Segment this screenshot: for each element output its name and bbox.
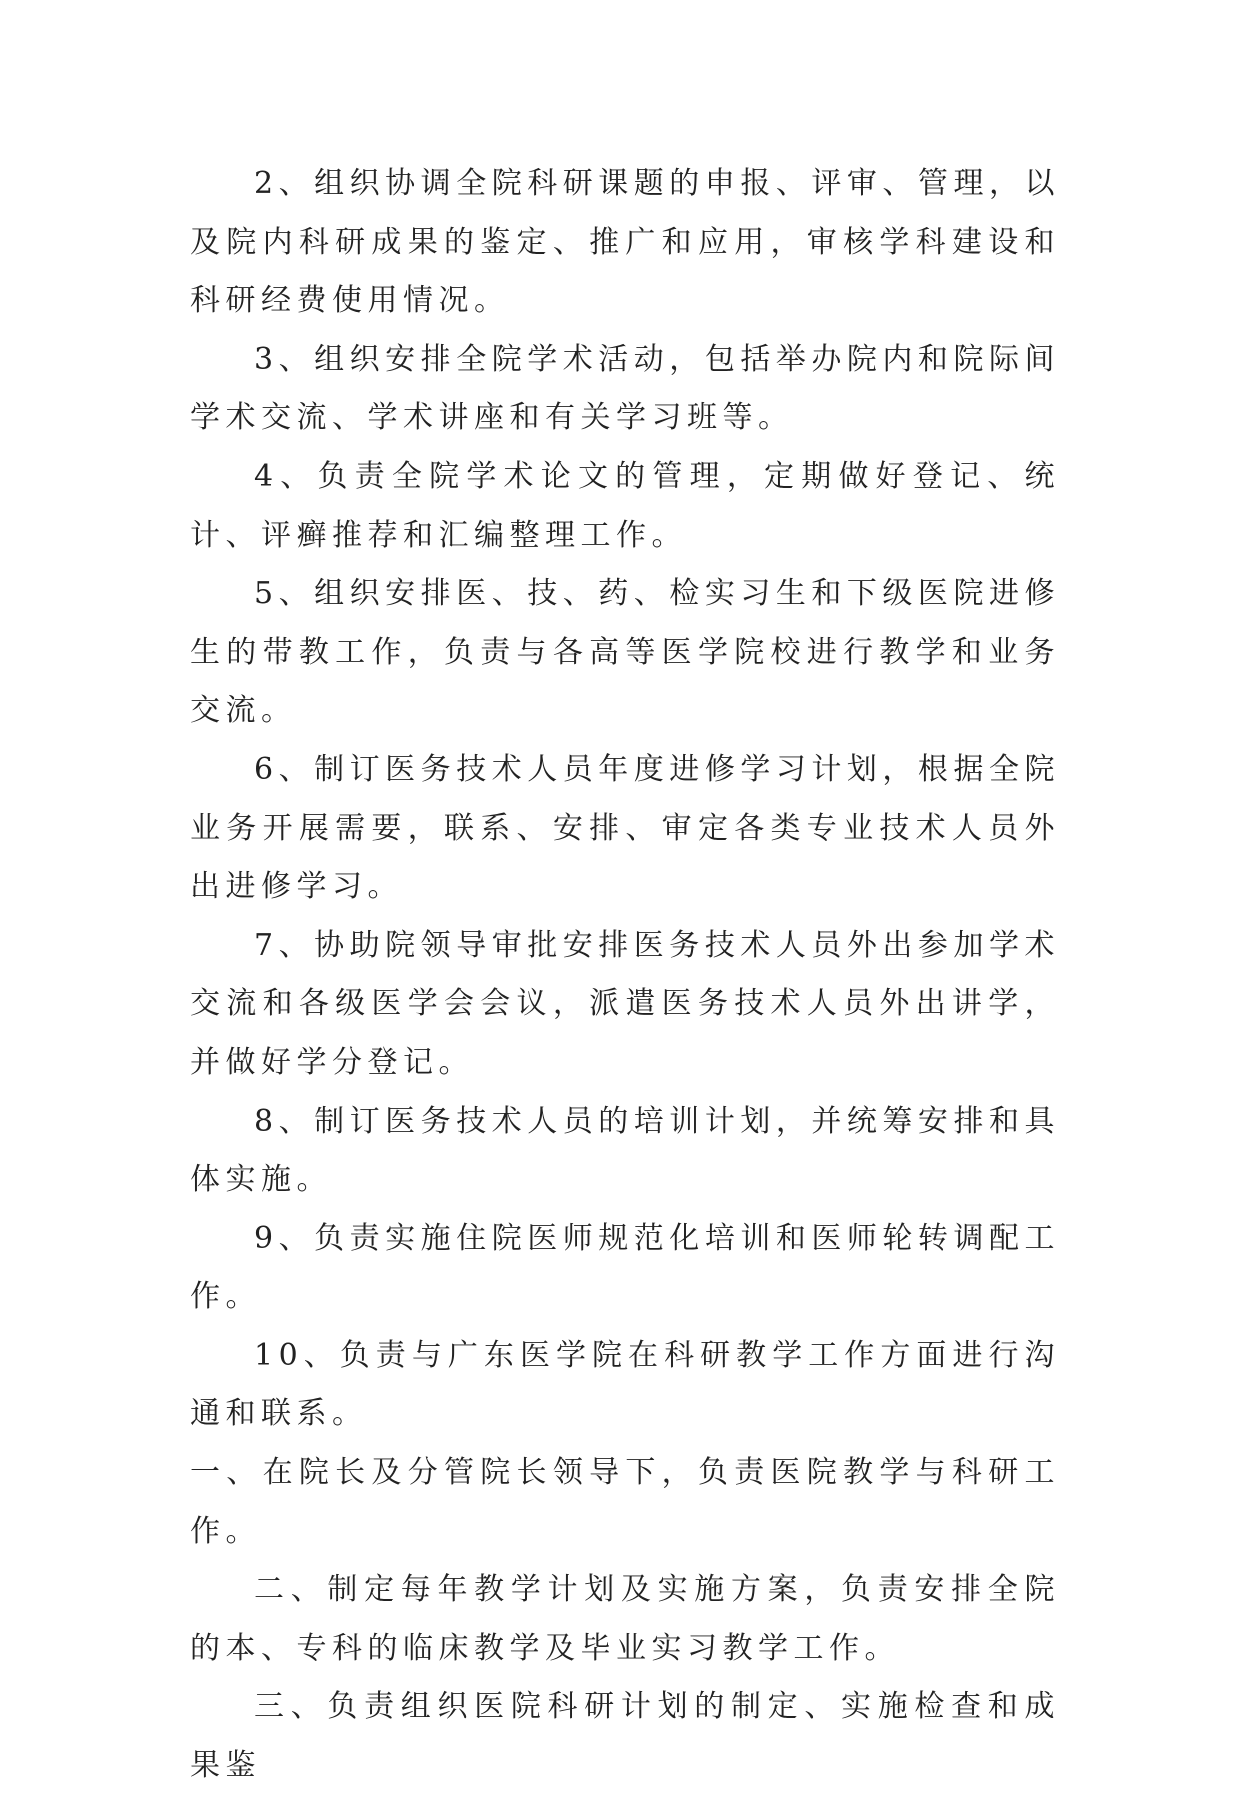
paragraph-item-4: 4、负责全院学术论文的管理，定期做好登记、统计、评癣推荐和汇编整理工作。 [190,458,1060,553]
paragraph-section-2: 二、制定每年教学计划及实施方案，负责安排全院的本、专科的临床教学及毕业实习教学工作。 [190,1572,1060,1666]
document-body [190,155,1060,1796]
paragraph-item-8: 8、制订医务技术人员的培训计划，并统筹安排和具体实施。 [190,1103,1060,1198]
paragraph-item-6: 6、制订医务技术人员年度进修学习计划，根据全院业务开展需要，联系、安排、审定各类专业技术人员外出进修学习。 [190,751,1060,905]
paragraph-section-3: 三、负责组织医院科研计划的制定、实施检查和成果鉴 [190,1689,1060,1784]
paragraph-item-3: 3、组织安排全院学术活动，包括举办院内和院际间学术交流、学术讲座和有关学习班等。 [190,341,1060,436]
paragraph-item-10: 10、负责与广东医学院在科研教学工作方面进行沟通和联系。 [190,1337,1060,1432]
paragraph-item-2: 2、组织协调全院科研课题的申报、评审、管理，以及院内科研成果的鉴定、推广和应用，审核学科建设和科研经费使用情况。 [190,166,1060,319]
paragraph-section-1: 一、在院长及分管院长领导下，负责医院教学与科研工作。 [190,1455,1060,1549]
paragraph-item-7: 7、协助院领导审批安排医务技术人员外出参加学术交流和各级医学会会议，派遣医务技术人员外出讲学，并做好学分登记。 [190,927,1060,1080]
paragraph-item-9: 9、负责实施住院医师规范化培训和医师轮转调配工作。 [190,1220,1060,1315]
paragraph-item-5: 5、组织安排医、技、药、检实习生和下级医院进修生的带教工作，负责与各高等医学院校进行教学和业务交流。 [190,576,1060,729]
